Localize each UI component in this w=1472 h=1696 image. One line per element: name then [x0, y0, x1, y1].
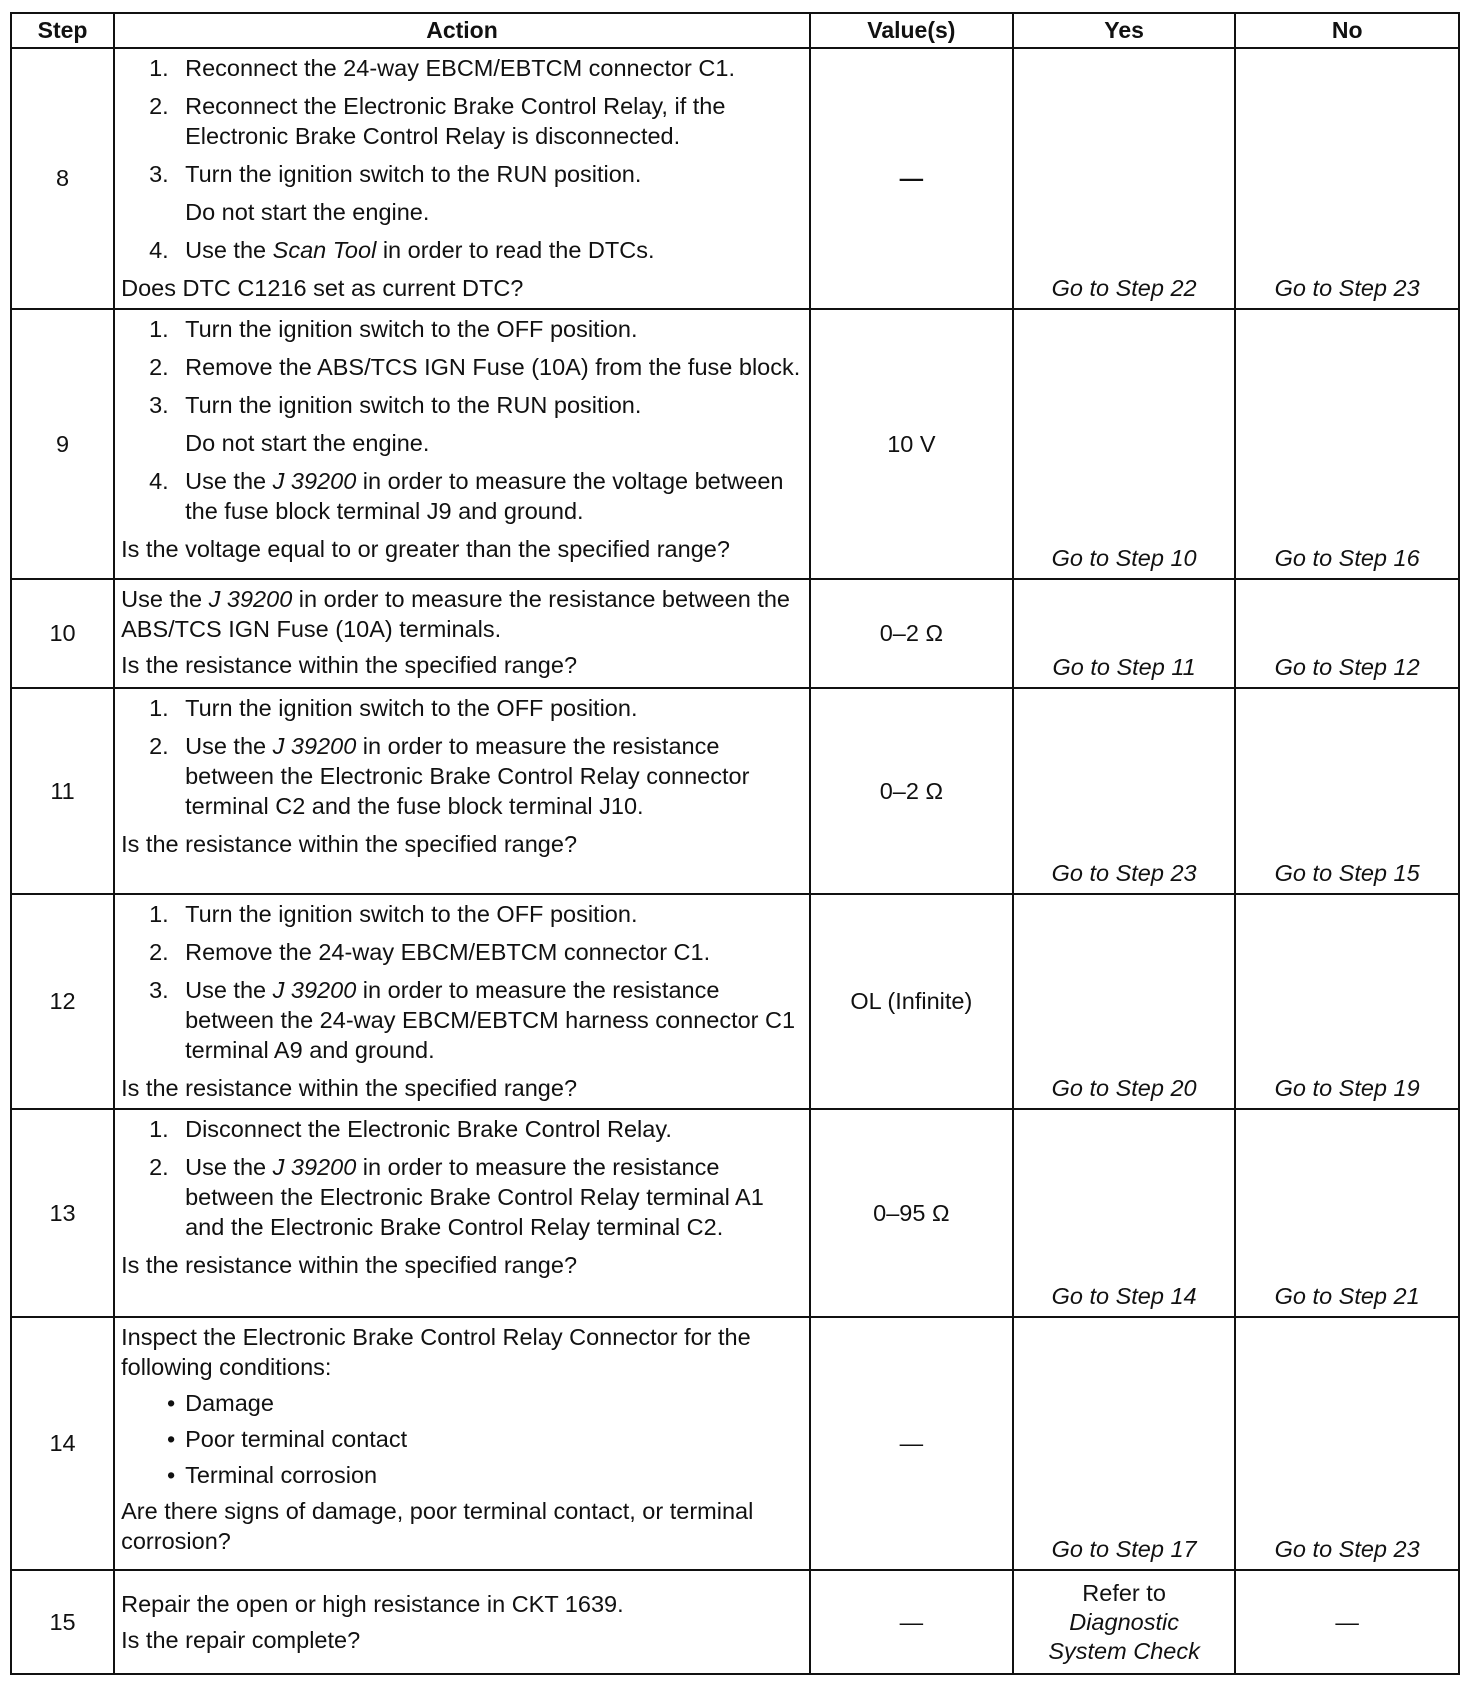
item-text: Remove the 24-way EBCM/EBTCM connector C1. — [185, 939, 711, 965]
value-cell — [810, 48, 1013, 309]
table-row — [11, 1570, 1459, 1674]
no-cell: Go to Step 19 — [1235, 894, 1459, 1109]
item-number: 3. — [149, 977, 169, 1003]
no-cell: Go to Step 21 — [1235, 1109, 1459, 1317]
value-text: — — [899, 165, 924, 191]
list-item — [149, 235, 803, 265]
action-cell — [114, 894, 810, 1109]
value-cell: — — [810, 1317, 1013, 1570]
item-text-pre: Use the — [185, 977, 273, 1003]
item-text-post: in order to measure the resistance between the Electronic Brake Control Relay connector terminal C2 and the fuse block terminal J10. — [185, 733, 750, 819]
list-item — [149, 314, 803, 344]
table-header-row — [11, 13, 1459, 48]
item-text: Disconnect the Electronic Brake Control Relay. — [185, 1116, 672, 1142]
intro-post: in order to measure the resistance between the ABS/TCS IGN Fuse (10A) terminals. — [121, 586, 790, 642]
item-text: Turn the ignition switch to the RUN position. — [185, 161, 642, 187]
diagnostic-system-check-link[interactable]: Diagnostic System Check — [1048, 1608, 1200, 1664]
bullet-icon: • — [166, 1462, 176, 1488]
item-text-pre: Use the — [185, 237, 273, 263]
action-steps — [121, 314, 803, 526]
item-text-post: in order to measure the resistance between the Electronic Brake Control Relay terminal A1 and the Electronic Brake Control Relay terminal C2. — [185, 1154, 764, 1240]
list-item — [149, 390, 803, 458]
no-cell: Go to Step 23 — [1235, 1317, 1459, 1570]
diagnostic-table-page — [10, 12, 1460, 1675]
list-item — [149, 731, 803, 821]
action-cell — [114, 309, 810, 579]
action-cell — [114, 1570, 810, 1674]
action-steps — [121, 693, 803, 821]
action-question: Are there signs of damage, poor terminal contact, or terminal corrosion? — [121, 1498, 754, 1554]
list-item — [157, 1424, 803, 1454]
item-number: 1. — [149, 695, 169, 721]
condition-list — [121, 1388, 803, 1490]
no-cell: — — [1235, 1570, 1459, 1674]
item-number: 2. — [149, 93, 169, 119]
list-item — [157, 1388, 803, 1418]
tool-name: Scan Tool — [272, 237, 377, 263]
item-number: 1. — [149, 901, 169, 927]
step-number: 12 — [11, 894, 114, 1109]
action-steps — [121, 1114, 803, 1242]
action-question: Does DTC C1216 set as current DTC? — [121, 275, 524, 301]
action-cell — [114, 579, 810, 688]
action-steps — [121, 899, 803, 1065]
list-item — [149, 1152, 803, 1242]
yes-cell — [1013, 1570, 1236, 1674]
item-text-pre: Use the — [185, 468, 273, 494]
no-cell: Go to Step 23 — [1235, 48, 1459, 309]
header-no: No — [1235, 13, 1459, 48]
yes-cell: Go to Step 20 — [1013, 894, 1236, 1109]
action-cell — [114, 48, 810, 309]
item-text-pre: Use the — [185, 733, 273, 759]
item-number: 1. — [149, 1116, 169, 1142]
item-number: 2. — [149, 939, 169, 965]
action-question: Is the resistance within the specified range? — [121, 652, 578, 678]
table-row — [11, 1109, 1459, 1317]
item-number: 2. — [149, 733, 169, 759]
yes-cell: Go to Step 14 — [1013, 1109, 1236, 1317]
yes-cell: Go to Step 11 — [1013, 579, 1236, 688]
action-text: Inspect the Electronic Brake Control Relay Connector for the following conditions: — [121, 1324, 751, 1380]
list-item — [149, 975, 803, 1065]
item-subnote: Do not start the engine. — [185, 430, 430, 456]
step-number: 8 — [11, 48, 114, 309]
item-number: 1. — [149, 316, 169, 342]
list-item — [149, 1114, 803, 1144]
bullet-icon: • — [166, 1426, 176, 1452]
no-cell: Go to Step 12 — [1235, 579, 1459, 688]
item-number: 1. — [149, 55, 169, 81]
yes-cell: Go to Step 23 — [1013, 688, 1236, 894]
table-row — [11, 1317, 1459, 1570]
action-steps — [121, 53, 803, 265]
bullet-icon: • — [166, 1390, 176, 1416]
action-text — [121, 584, 803, 644]
value-cell: 0–2 Ω — [810, 688, 1013, 894]
step-number: 10 — [11, 579, 114, 688]
table-row — [11, 688, 1459, 894]
action-cell — [114, 1109, 810, 1317]
list-item — [149, 937, 803, 967]
tool-name: J 39200 — [272, 468, 357, 494]
item-number: 3. — [149, 161, 169, 187]
action-question: Is the voltage equal to or greater than the specified range? — [121, 536, 730, 562]
item-text: Terminal corrosion — [185, 1462, 378, 1488]
item-number: 4. — [149, 468, 169, 494]
list-item — [149, 159, 803, 227]
action-question: Is the resistance within the specified range? — [121, 831, 578, 857]
value-cell: 0–2 Ω — [810, 579, 1013, 688]
table-row — [11, 48, 1459, 309]
tool-name: J 39200 — [272, 977, 357, 1003]
item-text: Reconnect the 24-way EBCM/EBTCM connector C1. — [185, 55, 735, 81]
item-text-pre: Use the — [185, 1154, 273, 1180]
yes-cell: Go to Step 17 — [1013, 1317, 1236, 1570]
refer-to-text: Refer to — [1082, 1579, 1166, 1606]
action-question: Is the repair complete? — [121, 1626, 361, 1653]
item-text: Reconnect the Electronic Brake Control Relay, if the Electronic Brake Control Relay is disconnected. — [185, 93, 726, 149]
step-number: 14 — [11, 1317, 114, 1570]
item-number: 3. — [149, 392, 169, 418]
yes-cell: Go to Step 22 — [1013, 48, 1236, 309]
list-item — [149, 899, 803, 929]
table-row — [11, 579, 1459, 688]
value-cell: OL (Infinite) — [810, 894, 1013, 1109]
tool-name: J 39200 — [272, 733, 357, 759]
table-row — [11, 309, 1459, 579]
header-values: Value(s) — [810, 13, 1013, 48]
value-cell: — — [810, 1570, 1013, 1674]
item-number: 4. — [149, 237, 169, 263]
step-number: 15 — [11, 1570, 114, 1674]
list-item — [149, 466, 803, 526]
item-text-post: in order to measure the voltage between the fuse block terminal J9 and ground. — [185, 468, 784, 524]
item-subnote: Do not start the engine. — [185, 199, 430, 225]
list-item — [157, 1460, 803, 1490]
action-cell — [114, 688, 810, 894]
table-row — [11, 894, 1459, 1109]
item-text: Damage — [185, 1390, 274, 1416]
item-text: Turn the ignition switch to the OFF position. — [185, 901, 638, 927]
step-number: 13 — [11, 1109, 114, 1317]
value-cell: 0–95 Ω — [810, 1109, 1013, 1317]
item-text-post: in order to read the DTCs. — [376, 237, 655, 263]
action-text: Repair the open or high resistance in CKT 1639. — [121, 1590, 624, 1617]
yes-cell: Go to Step 10 — [1013, 309, 1236, 579]
header-yes: Yes — [1013, 13, 1236, 48]
tool-name: J 39200 — [208, 586, 293, 612]
step-number: 11 — [11, 688, 114, 894]
item-text: Remove the ABS/TCS IGN Fuse (10A) from the fuse block. — [185, 354, 801, 380]
diagnostic-step-table — [10, 12, 1460, 1675]
item-number: 2. — [149, 1154, 169, 1180]
header-action: Action — [114, 13, 810, 48]
no-cell: Go to Step 16 — [1235, 309, 1459, 579]
action-cell — [114, 1317, 810, 1570]
intro-pre: Use the — [121, 586, 209, 612]
header-step: Step — [11, 13, 114, 48]
item-text-post: in order to measure the resistance between the 24-way EBCM/EBTCM harness connector C1 terminal A9 and ground. — [185, 977, 796, 1063]
list-item — [149, 91, 803, 151]
list-item — [149, 352, 803, 382]
step-number: 9 — [11, 309, 114, 579]
item-text: Turn the ignition switch to the RUN position. — [185, 392, 642, 418]
action-question: Is the resistance within the specified range? — [121, 1252, 578, 1278]
value-cell: 10 V — [810, 309, 1013, 579]
item-number: 2. — [149, 354, 169, 380]
tool-name: J 39200 — [272, 1154, 357, 1180]
item-text: Poor terminal contact — [185, 1426, 408, 1452]
list-item — [149, 53, 803, 83]
item-text: Turn the ignition switch to the OFF position. — [185, 695, 638, 721]
action-question: Is the resistance within the specified range? — [121, 1075, 578, 1101]
list-item — [149, 693, 803, 723]
item-text: Turn the ignition switch to the OFF position. — [185, 316, 638, 342]
no-cell: Go to Step 15 — [1235, 688, 1459, 894]
